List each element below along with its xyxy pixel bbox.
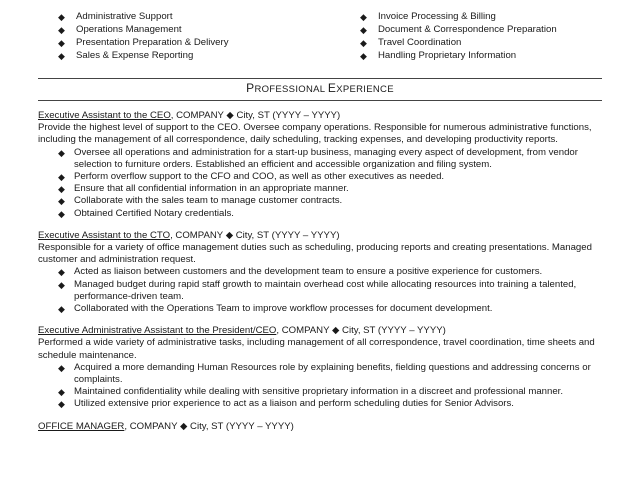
job-bullet: ◆ Ensure that all confidential information in an appropriate manner.	[58, 183, 349, 195]
diamond-bullet-icon: ◆	[58, 184, 65, 195]
job-bullets	[38, 147, 606, 220]
job-bullet: ◆ Obtained Certified Notary credentials.	[58, 207, 234, 219]
section-rule-top	[38, 78, 602, 79]
diamond-bullet-icon: ◆	[58, 51, 65, 61]
core-skills-section	[0, 11, 640, 67]
job-header	[38, 325, 606, 337]
job-meta: , COMPANY ◆ City, ST (YYYY – YYYY)	[170, 229, 340, 241]
diamond-bullet-icon: ◆	[58, 304, 65, 315]
job-title: OFFICE MANAGER	[38, 420, 125, 432]
diamond-bullet-icon: ◆	[58, 387, 65, 398]
job-entry	[38, 230, 606, 315]
diamond-bullet-icon: ◆	[58, 38, 65, 48]
job-bullet: ◆ Oversee all operations and administration for a start-up business, managing every aspect of development, from vendor selection to furniture orders. Established an efficient and accessible organization and filing system.	[58, 146, 578, 170]
section-title-professional-experience: PROFESSIONAL EXPERIENCE	[246, 81, 394, 95]
experience-list	[38, 110, 606, 443]
skills-list-left	[58, 11, 229, 63]
job-header	[38, 421, 606, 433]
skill-item: ◆ Operations Management	[58, 24, 182, 35]
job-entry	[38, 110, 606, 220]
job-description: Performed a wide variety of administrative tasks, including management of all correspondence, travel coordination, time sheets and schedule maintenance.	[38, 337, 595, 361]
skill-item: ◆ Document & Correspondence Preparation	[360, 24, 557, 35]
skills-list-right	[360, 11, 557, 63]
diamond-bullet-icon: ◆	[360, 38, 367, 48]
job-entry	[38, 421, 606, 433]
diamond-bullet-icon: ◆	[58, 25, 65, 35]
job-header	[38, 110, 606, 122]
job-bullet: ◆ Acted as liaison between customers and the development team to ensure a positive experience for customers.	[58, 266, 543, 278]
diamond-bullet-icon: ◆	[58, 279, 65, 290]
job-title: Executive Assistant to the CTO	[38, 229, 171, 241]
diamond-bullet-icon: ◆	[58, 362, 65, 373]
skill-item: ◆ Travel Coordination	[360, 37, 462, 48]
skill-item: ◆ Presentation Preparation & Delivery	[58, 37, 229, 48]
diamond-bullet-icon: ◆	[58, 147, 65, 158]
job-bullets	[38, 362, 606, 411]
job-header	[38, 230, 606, 242]
diamond-bullet-icon: ◆	[360, 51, 367, 61]
job-bullet: ◆ Utilized extensive prior experience to act as a liaison and perform scheduling duties for Senior Advisors.	[58, 398, 514, 410]
diamond-bullet-icon: ◆	[58, 196, 65, 207]
job-description: Provide the highest level of support to the CEO. Oversee company operations. Responsible for numerous administrative functions, including the management of all correspondence, daily scheduling, tracking expenses, and developing productivity reports.	[38, 122, 592, 146]
diamond-bullet-icon: ◆	[58, 267, 65, 278]
job-meta: , COMPANY ◆ City, ST (YYYY – YYYY)	[276, 325, 446, 337]
diamond-bullet-icon: ◆	[360, 25, 367, 35]
job-entry	[38, 325, 606, 410]
job-bullet: ◆ Collaborate with the sales team to manage customer contracts.	[58, 195, 343, 207]
job-title: Executive Assistant to the CEO	[38, 110, 171, 121]
job-meta: , COMPANY ◆ City, ST (YYYY – YYYY)	[170, 110, 341, 121]
job-bullet: ◆ Collaborated with the Operations Team to improve workflow processes for document development.	[58, 303, 493, 315]
job-title: Executive Administrative Assistant to the President/CEO	[38, 325, 277, 337]
job-bullet: ◆ Acquired a more demanding Human Resources role by explaining benefits, fielding questions and addressing concerns or complaints.	[58, 361, 591, 386]
skill-item: ◆ Handling Proprietary Information	[360, 50, 517, 61]
diamond-bullet-icon: ◆	[360, 12, 367, 22]
job-bullets	[38, 266, 606, 315]
skill-item: ◆ Sales & Expense Reporting	[58, 50, 194, 61]
diamond-bullet-icon: ◆	[58, 208, 65, 219]
job-description: Responsible for a variety of office management duties such as scheduling, producing reports and creating presentations. Managed customer and administration request.	[38, 242, 592, 266]
skill-item: ◆ Administrative Support	[58, 11, 173, 22]
diamond-bullet-icon: ◆	[58, 399, 65, 410]
job-bullet: ◆ Managed budget during rapid staff growth to maintain overhead cost while allocating resources into training a talented, performance-driven team.	[58, 278, 577, 302]
diamond-bullet-icon: ◆	[58, 12, 65, 22]
job-meta: , COMPANY ◆ City, ST (YYYY – YYYY)	[124, 420, 294, 432]
job-bullet: ◆ Perform overflow support to the CFO and COO, as well as other executives as needed.	[58, 171, 445, 183]
section-rule-bottom	[38, 100, 602, 101]
diamond-bullet-icon: ◆	[58, 172, 65, 183]
job-bullet: ◆ Maintained confidentiality while dealing with sensitive proprietary information in a discreet and professional manner.	[58, 386, 564, 398]
skill-item: ◆ Invoice Processing & Billing	[360, 11, 496, 22]
